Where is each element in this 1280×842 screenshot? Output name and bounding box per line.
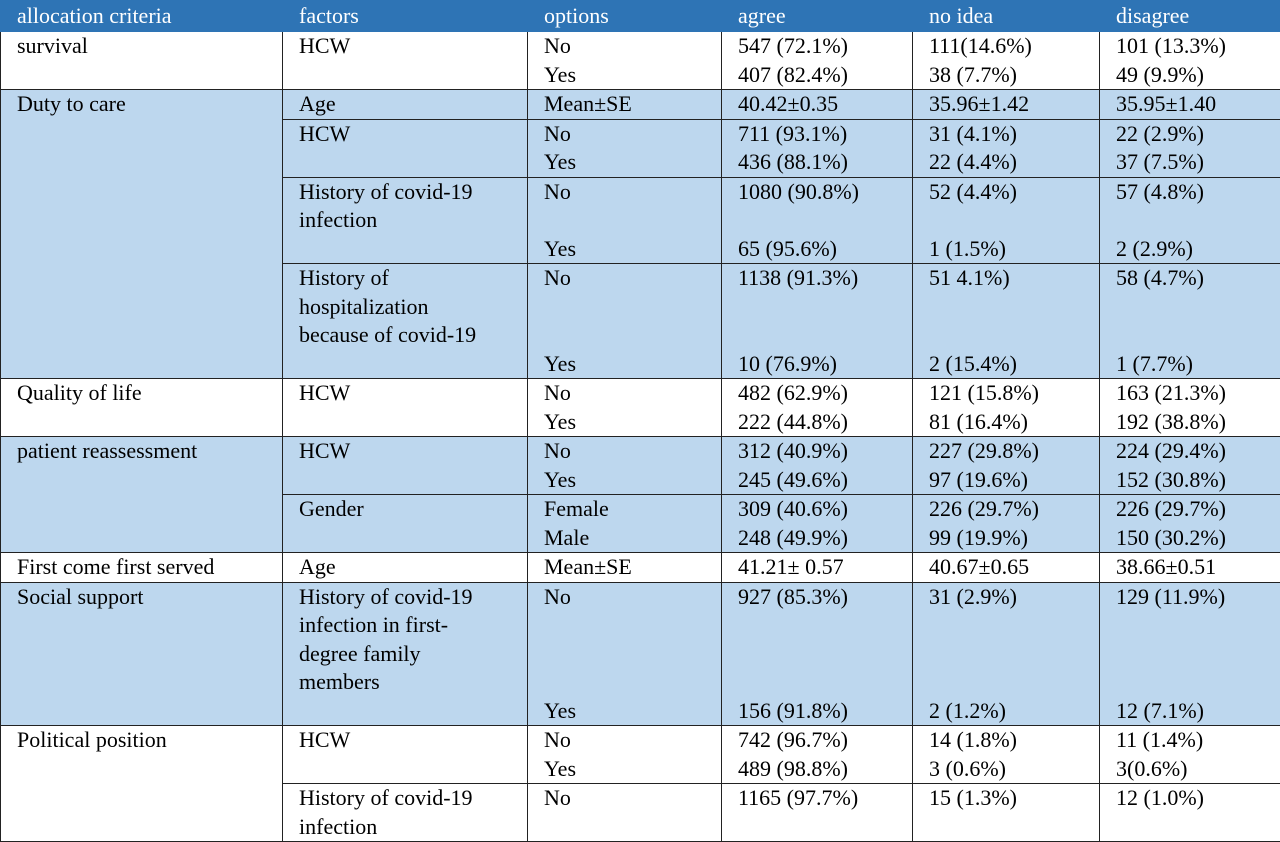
agree-value: 1080 (90.8%) (738, 178, 912, 207)
no-idea-cell (913, 495, 1100, 553)
disagree-value: 3(0.6%) (1116, 755, 1280, 784)
factor-cell (283, 264, 528, 379)
spacer (544, 611, 721, 697)
no-idea-value: 2 (1.2%) (929, 697, 1099, 726)
no-idea-value: 97 (19.6%) (929, 466, 1099, 495)
factor-line: HCW (299, 32, 527, 61)
factor-line: HCW (299, 726, 527, 755)
option-cell (528, 177, 722, 264)
factor-line: History of (299, 264, 527, 293)
factor-cell (283, 90, 528, 120)
option-cell (528, 90, 722, 120)
criterion-cell: Social support (1, 582, 283, 726)
option-value: No (544, 32, 721, 61)
option-value: No (544, 437, 721, 466)
criterion-cell: patient reassessment (1, 437, 283, 553)
factor-line: hospitalization (299, 293, 527, 322)
disagree-value: 226 (29.7%) (1116, 495, 1280, 524)
table-row (1, 90, 1280, 120)
header-factors: factors (283, 1, 528, 32)
table-row (1, 437, 1280, 495)
disagree-cell (1100, 90, 1280, 120)
criterion-cell: First come first served (1, 553, 283, 583)
factor-line: History of covid-19 (299, 583, 527, 612)
no-idea-value: 226 (29.7%) (929, 495, 1099, 524)
no-idea-cell (913, 119, 1100, 177)
no-idea-value: 40.67±0.65 (929, 553, 1099, 582)
option-value: Yes (544, 408, 721, 437)
agree-value: 436 (88.1%) (738, 148, 912, 177)
spacer (738, 206, 912, 235)
option-value: Yes (544, 466, 721, 495)
criterion-cell: survival (1, 32, 283, 90)
factor-line: Gender (299, 495, 527, 524)
option-value: No (544, 583, 721, 612)
table-row (1, 32, 1280, 90)
agree-value: 711 (93.1%) (738, 120, 912, 149)
option-value: Yes (544, 755, 721, 784)
disagree-cell (1100, 379, 1280, 437)
option-cell (528, 32, 722, 90)
disagree-value: 224 (29.4%) (1116, 437, 1280, 466)
agree-value: 489 (98.8%) (738, 755, 912, 784)
disagree-cell (1100, 553, 1280, 583)
no-idea-value: 1 (1.5%) (929, 235, 1099, 264)
no-idea-value: 31 (2.9%) (929, 583, 1099, 612)
no-idea-cell (913, 726, 1100, 784)
no-idea-value: 52 (4.4%) (929, 178, 1099, 207)
option-value: No (544, 726, 721, 755)
table-row (1, 553, 1280, 583)
option-value: Yes (544, 148, 721, 177)
disagree-value: 129 (11.9%) (1116, 583, 1280, 612)
disagree-value: 12 (7.1%) (1116, 697, 1280, 726)
disagree-value: 163 (21.3%) (1116, 379, 1280, 408)
criterion-cell: Political position (1, 726, 283, 842)
agree-cell (722, 495, 913, 553)
agree-value: 222 (44.8%) (738, 408, 912, 437)
no-idea-value: 227 (29.8%) (929, 437, 1099, 466)
no-idea-cell (913, 264, 1100, 379)
option-value: Yes (544, 61, 721, 90)
factor-line: degree family (299, 640, 527, 669)
factor-cell (283, 726, 528, 784)
agree-cell (722, 437, 913, 495)
no-idea-value: 35.96±1.42 (929, 90, 1099, 119)
factor-cell (283, 177, 528, 264)
factor-line: members (299, 668, 527, 697)
agree-value: 248 (49.9%) (738, 524, 912, 553)
no-idea-value: 14 (1.8%) (929, 726, 1099, 755)
agree-cell (722, 119, 913, 177)
agree-value: 742 (96.7%) (738, 726, 912, 755)
disagree-value: 101 (13.3%) (1116, 32, 1280, 61)
agree-value: 65 (95.6%) (738, 235, 912, 264)
no-idea-value: 81 (16.4%) (929, 408, 1099, 437)
spacer (544, 206, 721, 235)
spacer (544, 293, 721, 350)
disagree-cell (1100, 264, 1280, 379)
disagree-value: 152 (30.8%) (1116, 466, 1280, 495)
agree-cell (722, 264, 913, 379)
spacer (929, 611, 1099, 697)
no-idea-value: 2 (15.4%) (929, 350, 1099, 379)
no-idea-cell (913, 437, 1100, 495)
no-idea-cell (913, 582, 1100, 726)
factor-line: HCW (299, 379, 527, 408)
option-value: Yes (544, 697, 721, 726)
factor-cell (283, 582, 528, 726)
agree-cell (722, 582, 913, 726)
spacer (738, 611, 912, 697)
no-idea-cell (913, 379, 1100, 437)
disagree-cell (1100, 119, 1280, 177)
agree-cell (722, 32, 913, 90)
disagree-value: 57 (4.8%) (1116, 178, 1280, 207)
option-cell (528, 379, 722, 437)
no-idea-value: 15 (1.3%) (929, 784, 1099, 813)
spacer (1116, 206, 1280, 235)
option-cell (528, 553, 722, 583)
factor-line: HCW (299, 437, 527, 466)
disagree-cell (1100, 784, 1280, 842)
option-cell (528, 437, 722, 495)
factor-line: infection (299, 813, 527, 842)
criterion-cell: Quality of life (1, 379, 283, 437)
factor-cell (283, 553, 528, 583)
disagree-value: 192 (38.8%) (1116, 408, 1280, 437)
agree-cell (722, 726, 913, 784)
agree-value: 309 (40.6%) (738, 495, 912, 524)
disagree-cell (1100, 437, 1280, 495)
agree-value: 41.21± 0.57 (738, 553, 912, 582)
header-disagree: disagree (1100, 1, 1280, 32)
option-value: No (544, 264, 721, 293)
agree-value: 1165 (97.7%) (738, 784, 912, 813)
agree-value: 10 (76.9%) (738, 350, 912, 379)
agree-cell (722, 784, 913, 842)
factor-line: HCW (299, 120, 527, 149)
no-idea-value: 111(14.6%) (929, 32, 1099, 61)
agree-value: 312 (40.9%) (738, 437, 912, 466)
option-cell (528, 495, 722, 553)
factor-cell (283, 437, 528, 495)
no-idea-cell (913, 177, 1100, 264)
disagree-cell (1100, 495, 1280, 553)
agree-cell (722, 177, 913, 264)
no-idea-value: 38 (7.7%) (929, 61, 1099, 90)
disagree-value: 1 (7.7%) (1116, 350, 1280, 379)
no-idea-value: 22 (4.4%) (929, 148, 1099, 177)
disagree-value: 38.66±0.51 (1116, 553, 1280, 582)
option-cell (528, 119, 722, 177)
no-idea-value: 31 (4.1%) (929, 120, 1099, 149)
option-value: Yes (544, 350, 721, 379)
spacer (929, 206, 1099, 235)
disagree-value: 58 (4.7%) (1116, 264, 1280, 293)
table-row (1, 582, 1280, 726)
no-idea-cell (913, 32, 1100, 90)
spacer (738, 293, 912, 350)
option-value: Male (544, 524, 721, 553)
no-idea-value: 51 4.1%) (929, 264, 1099, 293)
table-row (1, 379, 1280, 437)
factor-cell (283, 495, 528, 553)
no-idea-value: 121 (15.8%) (929, 379, 1099, 408)
agree-cell (722, 553, 913, 583)
option-cell (528, 784, 722, 842)
header-row (1, 1, 1280, 32)
header-agree: agree (722, 1, 913, 32)
option-cell (528, 726, 722, 784)
disagree-value: 150 (30.2%) (1116, 524, 1280, 553)
disagree-cell (1100, 177, 1280, 264)
option-cell (528, 582, 722, 726)
factor-line: Age (299, 90, 527, 119)
disagree-cell (1100, 582, 1280, 726)
option-value: No (544, 784, 721, 813)
agree-cell (722, 90, 913, 120)
disagree-value: 12 (1.0%) (1116, 784, 1280, 813)
disagree-value: 22 (2.9%) (1116, 120, 1280, 149)
agree-value: 482 (62.9%) (738, 379, 912, 408)
disagree-value: 11 (1.4%) (1116, 726, 1280, 755)
agree-value: 407 (82.4%) (738, 61, 912, 90)
spacer (1116, 293, 1280, 350)
spacer (1116, 611, 1280, 697)
spacer (929, 293, 1099, 350)
factor-line: infection (299, 206, 527, 235)
factor-line: History of covid-19 (299, 178, 527, 207)
header-no-idea: no idea (913, 1, 1100, 32)
header-options: options (528, 1, 722, 32)
option-value: No (544, 120, 721, 149)
agree-value: 927 (85.3%) (738, 583, 912, 612)
disagree-value: 2 (2.9%) (1116, 235, 1280, 264)
agree-value: 40.42±0.35 (738, 90, 912, 119)
agree-value: 1138 (91.3%) (738, 264, 912, 293)
agree-value: 156 (91.8%) (738, 697, 912, 726)
factor-line: because of covid-19 (299, 321, 527, 350)
option-value: Mean±SE (544, 553, 721, 582)
agree-value: 547 (72.1%) (738, 32, 912, 61)
option-value: Yes (544, 235, 721, 264)
factor-line: infection in first- (299, 611, 527, 640)
table-body (1, 32, 1280, 842)
factor-line: History of covid-19 (299, 784, 527, 813)
no-idea-cell (913, 784, 1100, 842)
factor-cell (283, 784, 528, 842)
option-value: Female (544, 495, 721, 524)
disagree-value: 37 (7.5%) (1116, 148, 1280, 177)
no-idea-cell (913, 553, 1100, 583)
factor-line: Age (299, 553, 527, 582)
factor-cell (283, 119, 528, 177)
agree-cell (722, 379, 913, 437)
disagree-cell (1100, 32, 1280, 90)
option-cell (528, 264, 722, 379)
disagree-cell (1100, 726, 1280, 784)
factor-cell (283, 32, 528, 90)
option-value: No (544, 178, 721, 207)
no-idea-value: 99 (19.9%) (929, 524, 1099, 553)
agree-value: 245 (49.6%) (738, 466, 912, 495)
disagree-value: 35.95±1.40 (1116, 90, 1280, 119)
no-idea-value: 3 (0.6%) (929, 755, 1099, 784)
table-row (1, 726, 1280, 784)
option-value: No (544, 379, 721, 408)
factor-cell (283, 379, 528, 437)
option-value: Mean±SE (544, 90, 721, 119)
criterion-cell: Duty to care (1, 90, 283, 379)
disagree-value: 49 (9.9%) (1116, 61, 1280, 90)
header-allocation-criteria: allocation criteria (1, 1, 283, 32)
no-idea-cell (913, 90, 1100, 120)
